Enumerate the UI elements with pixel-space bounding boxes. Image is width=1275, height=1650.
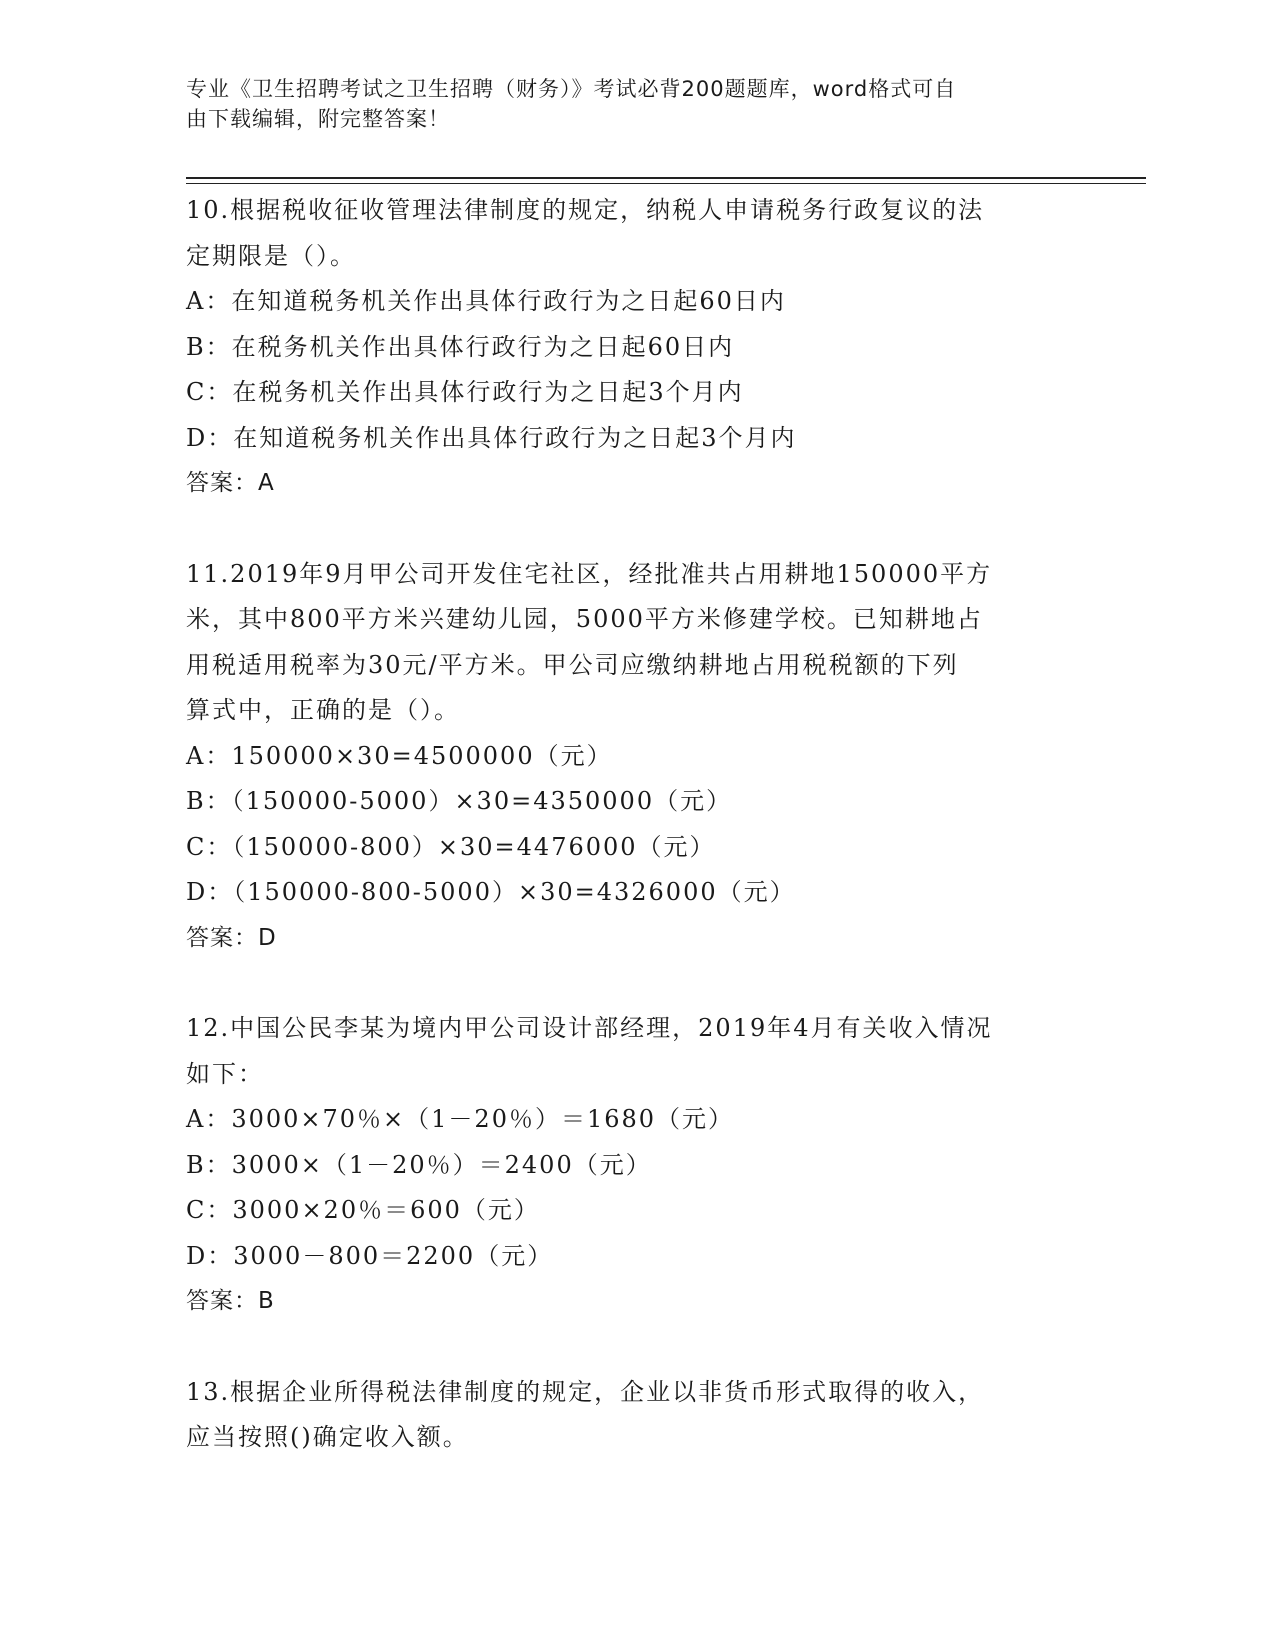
answer-label: 答案：A (186, 470, 275, 496)
question-stem-line: 10.根据税收征收管理法律制度的规定，纳税人申请税务行政复议的法 (186, 196, 985, 224)
answer-label: 答案：B (186, 1288, 275, 1314)
question-stem-line: 应当按照()确定收入额。 (186, 1423, 469, 1451)
question-10 (186, 188, 1086, 507)
question-13 (186, 1370, 1086, 1461)
option-d: D：3000－800＝2200（元） (186, 1241, 554, 1270)
question-stem-line: 12.中国公民李某为境内甲公司设计部经理，2019年4月有关收入情况 (186, 1014, 993, 1042)
question-stem-line: 用税适用税率为30元/平方米。甲公司应缴纳耕地占用税税额的下列 (186, 650, 959, 679)
question-stem-line: 如下： (186, 1059, 264, 1088)
question-stem-line: 13.根据企业所得税法律制度的规定，企业以非货币形式取得的收入， (186, 1377, 985, 1406)
question-stem-line: 11.2019年9月甲公司开发住宅社区，经批准共占用耕地150000平方 (186, 559, 993, 588)
answer-label: 答案：D (186, 924, 277, 951)
document-header (186, 74, 1066, 134)
header-divider-thin (186, 183, 1146, 184)
option-a: A：在知道税务机关作出具体行政行为之日起60日内 (186, 287, 786, 315)
option-d: D：在知道税务机关作出具体行政行为之日起3个月内 (186, 423, 797, 452)
question-stem-line: 定期限是（）。 (186, 241, 356, 270)
question-stem-line: 米，其中800平方米兴建幼儿园，5000平方米修建学校。已知耕地占 (186, 605, 983, 633)
option-a: A：3000×70％×（1－20％）＝1680（元） (186, 1105, 735, 1133)
option-d: D：（150000-800-5000）×30=4326000（元） (186, 878, 796, 906)
option-b: B：（150000-5000）×30=4350000（元） (186, 787, 733, 815)
header-line-2: 由下载编辑，附完整答案！ (186, 107, 450, 131)
option-c: C：3000×20％＝600（元） (186, 1196, 540, 1224)
option-a: A：150000×30=4500000（元） (186, 741, 613, 770)
option-b: B：3000×（1－20％）＝2400（元） (186, 1150, 652, 1179)
question-stem-line: 算式中，正确的是（）。 (186, 696, 460, 724)
option-b: B：在税务机关作出具体行政行为之日起60日内 (186, 332, 735, 361)
option-c: C：（150000-800）×30=4476000（元） (186, 832, 716, 861)
question-list (186, 188, 1086, 1461)
question-11 (186, 552, 1086, 962)
header-divider-thick (186, 177, 1146, 179)
question-12 (186, 1006, 1086, 1325)
option-c: C：在税务机关作出具体行政行为之日起3个月内 (186, 378, 744, 406)
header-line-1: 专业《卫生招聘考试之卫生招聘（财务）》考试必背200题题库，word格式可自 (186, 77, 957, 101)
